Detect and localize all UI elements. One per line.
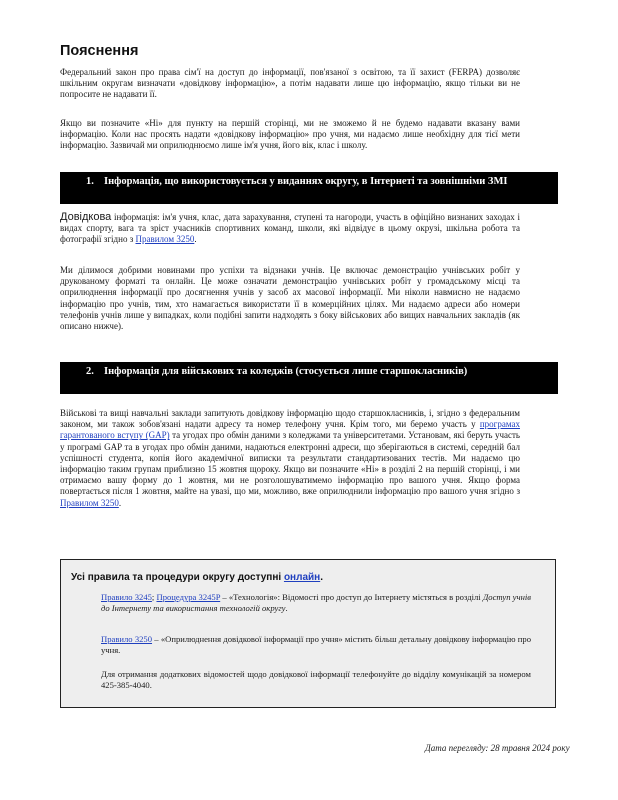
directory-info-lead: Довідкова	[60, 211, 112, 223]
policies-box-title-end: .	[320, 572, 323, 583]
policies-info-box	[60, 559, 556, 708]
intro-paragraph-ferpa: Федеральний закон про права сім'ї на доступ до інформації, пов'язаної з освітою, та її захист (FERPA) дозволяє шкільним округам визначати «довідкову інформацію», а потім надавати лише цю інформацію, якщо тільки ви не попросите не надавати її.	[60, 67, 520, 100]
box-item-contact: Для отримання додаткових відомостей щодо довідкової інформації телефонуйте до відділу комунікацій за номером 425-385-4040.	[101, 669, 531, 690]
section-1-number: 1.	[86, 176, 94, 187]
directory-item-text: – «Оприлюднення довідкової інформації про учня» містить більш детальну довідкову інформацію про учня.	[101, 634, 531, 655]
directory-info-paragraph	[60, 212, 520, 246]
section-1-title: Інформація, що використовується у виданнях округу, в Інтернеті та зовнішніми ЗМІ	[104, 176, 508, 187]
revision-date: Дата перегляду: 28 травня 2024 року	[425, 743, 570, 753]
policy-3250-link-3[interactable]: Правило 3250	[101, 634, 153, 644]
policy-3245-link[interactable]: Правило 3245	[101, 592, 152, 602]
policy-3250-link-2[interactable]: Правилом 3250	[60, 497, 119, 508]
technology-item-text: – «Технологія»: Відомості про доступ до Інтернету містяться в розділі	[220, 592, 483, 602]
intro-paragraph-opt-out: Якщо ви позначите «Ні» для пункту на першій сторінці, ми не зможемо й не будемо надавати вказану вами інформацію. Коли нас просять надати «довідкову інформацію» про учня, ми надаємо лише необхідну для тієї мети інформацію. Зазвичай ми оприлюднюємо лише ім'я учня, його вік, клас і школу.	[60, 118, 520, 151]
page-title: Пояснення	[60, 43, 139, 59]
technology-item-end: .	[285, 602, 288, 613]
policies-box-title	[71, 572, 323, 583]
box-item-directory	[101, 634, 531, 655]
military-college-end: .	[118, 497, 122, 508]
good-news-paragraph: Ми ділимося добрими новинами про успіхи та відзнаки учнів. Це включає демонстрацію учнівських робіт у друкованому форматі та онлайн. Це може означати демонстрацію учнівських робіт у громадському місці та оприлюднення інформації про досягнення учнів у засоб ах масової інформації. Ми ніколи навмисно не надаємо інформацію про учнів, тим, хто намагається використати її в комерційних цілях. Ми надаємо адреси або номери телефонів учнів лише у випадках, коли подібні запити надходять з боку військових або вищих навчальних закладів (як описано нижче).	[60, 265, 520, 332]
technology-item-italic: Доступ учнів до Інтернету та використання технологій округу	[101, 592, 531, 613]
procedure-3245p-link[interactable]: Процедура 3245P	[156, 592, 221, 602]
military-college-paragraph	[60, 408, 520, 509]
box-item-technology	[101, 592, 531, 613]
section-2-title: Інформація для військових та коледжів (стосується лише старшокласників)	[104, 366, 468, 377]
online-policies-link[interactable]: онлайн	[283, 572, 321, 583]
military-college-text-b: та угодах про обмін даними з коледжами та університетами. Установам, які беруть участь у програмі GAP та в угодах про обмін даними, надаються електронні адреси, що зберігаються в системі, середній бал успішності студента, копія його академічної виписки та результати стандартизованих тестів. Ми надаємо цю інформацію таким групам приблизно 15 жовтня щороку. Якщо ви позначите «Ні» в розділі 2 на першій сторінці, і ми отримаємо вашу форму до 1 жовтня, ми не розголошуватимемо інформацію про вашого учня. Якщо форма повертається після 1 жовтня, майте на увазі, що ми, можливо, вже оприлюднили інформацію про вашого учня згідно з	[60, 430, 520, 497]
gap-program-link[interactable]: програмах гарантованого вступу (GAP)	[60, 419, 520, 441]
policy-3250-link[interactable]: Правилом 3250	[135, 234, 195, 245]
military-college-text-a: Військові та вищі навчальні заклади запитують довідкову інформацію щодо старшокласників, і, згідно з федеральним законом, ми також зобов'язані надати адресу та номер телефону учня. Крім того, ми беремо участь у	[60, 408, 520, 430]
item-separator: ;	[151, 592, 157, 602]
section-2-number: 2.	[86, 366, 94, 377]
policies-box-title-text: Усі правила та процедури округу доступні	[71, 572, 284, 583]
section-2-header	[60, 362, 558, 394]
directory-info-end: .	[194, 234, 197, 245]
section-1-header	[60, 172, 558, 204]
directory-info-text: інформація: ім'я учня, клас, дата зарахування, ступені та нагороди, участь в офіційно визнаних заходах і видах спорту, вага та зріст учасників спортивних команд, школи, які відвідує в цьому окрузі, шкільна робота та фотографії згідно з	[60, 212, 520, 245]
